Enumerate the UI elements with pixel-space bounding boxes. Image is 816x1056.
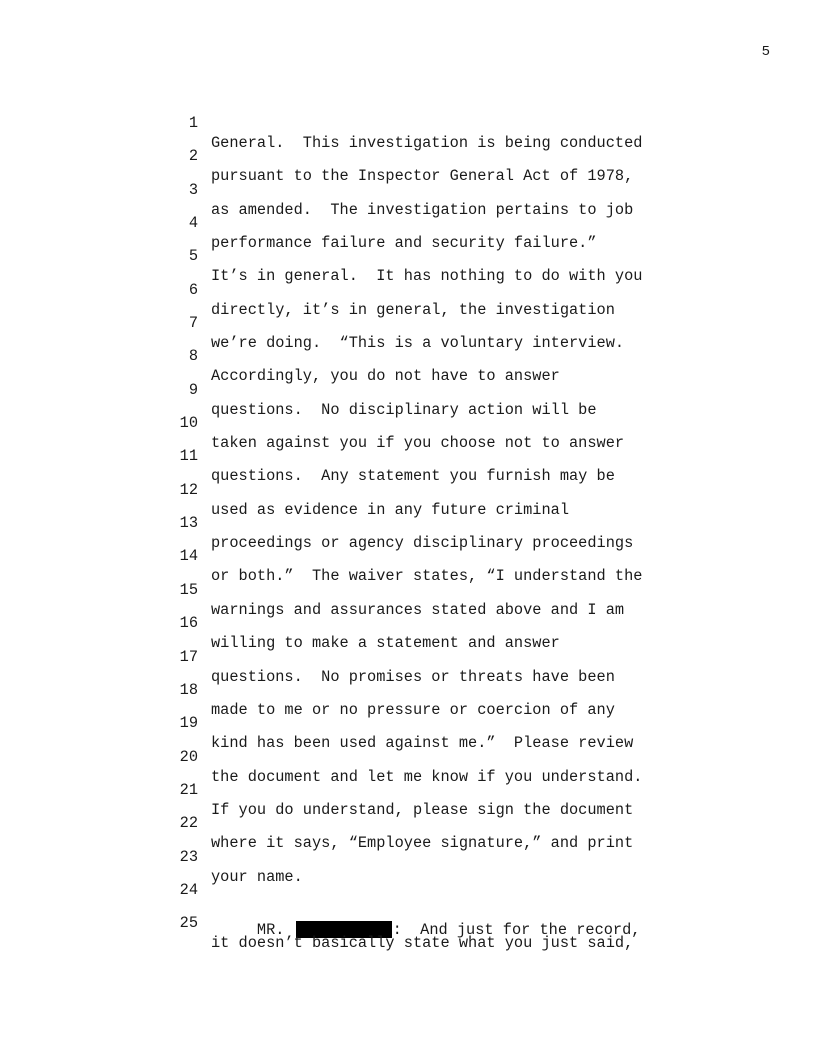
transcript-line	[172, 393, 692, 453]
transcript-line	[172, 160, 692, 219]
line-number: 7	[188, 314, 198, 333]
transcript-line	[172, 526, 692, 586]
line-text: your name.	[211, 867, 303, 886]
line-text: as amended. The investigation pertains to job	[211, 200, 634, 219]
transcript-line	[172, 260, 692, 319]
line-text: pursuant to the Inspector General Act of 1978,	[211, 167, 634, 186]
line-number: 9	[188, 380, 198, 399]
line-number: 14	[179, 547, 198, 566]
line-text: kind has been used against me.” Please review	[211, 734, 634, 753]
line-number: 8	[188, 347, 198, 366]
line-text: warnings and assurances stated above and I am	[211, 600, 625, 619]
line-text: questions. No promises or threats have been	[211, 667, 615, 686]
transcript-line	[172, 793, 692, 853]
line-text: directly, it’s in general, the investigation	[211, 300, 615, 319]
line-text: General. This investigation is being conducted	[211, 134, 643, 152]
line-text: Accordingly, you do not have to answer	[211, 367, 560, 386]
transcript-line	[172, 493, 692, 553]
line-text: it doesn’t basically state what you just said,	[211, 934, 634, 953]
line-text: the document and let me know if you understand.	[211, 767, 643, 786]
speaker-text: : And just for the record,	[392, 920, 641, 939]
line-number: 5	[188, 247, 198, 266]
line-text: or both.” The waiver states, “I understand the	[211, 567, 643, 586]
transcript-line	[172, 827, 692, 886]
line-text: It’s in general. It has nothing to do with you	[211, 267, 643, 286]
line-number: 24	[179, 880, 198, 899]
line-text: taken against you if you choose not to answer	[211, 434, 625, 453]
line-number: 1	[188, 114, 198, 132]
line-text: questions. Any statement you furnish may be	[211, 467, 615, 486]
transcript-line	[172, 293, 692, 353]
transcript-line	[172, 426, 692, 486]
line-number: 6	[188, 280, 198, 299]
transcript-line	[172, 727, 692, 786]
line-number: 10	[179, 414, 198, 433]
transcript-line	[172, 593, 692, 653]
transcript-line	[172, 326, 692, 386]
line-number: 22	[179, 814, 198, 833]
line-number: 12	[179, 480, 198, 499]
line-text: we’re doing. “This is a voluntary interview.	[211, 334, 625, 353]
line-text: performance failure and security failure.”	[211, 234, 597, 253]
line-number: 17	[179, 647, 198, 666]
transcript-line	[172, 460, 692, 519]
line-number: 3	[188, 180, 198, 199]
speaker-label: MR.	[211, 920, 294, 939]
line-text: where it says, “Employee signature,” and print	[211, 834, 634, 853]
transcript-line	[172, 560, 692, 619]
line-number: 18	[179, 680, 198, 699]
transcript-line	[172, 627, 692, 686]
transcript-line	[172, 693, 692, 753]
line-number: 13	[179, 514, 198, 533]
line-number: 20	[179, 747, 198, 766]
line-text: used as evidence in any future criminal	[211, 500, 570, 519]
transcript-line	[172, 660, 692, 719]
transcript-line	[172, 93, 692, 152]
line-text: proceedings or agency disciplinary proceedings	[211, 534, 634, 553]
line-number: 11	[179, 447, 198, 466]
line-text: If you do understand, please sign the document	[211, 800, 634, 819]
transcript-body	[172, 93, 692, 953]
line-number: 21	[179, 780, 198, 799]
transcript-line	[172, 360, 692, 419]
page-number: 5	[761, 44, 770, 60]
line-number: 2	[188, 147, 198, 166]
line-text: willing to make a statement and answer	[211, 634, 560, 653]
line-text: questions. No disciplinary action will be	[211, 400, 597, 419]
line-number: 4	[188, 214, 198, 233]
line-number: 16	[179, 614, 198, 633]
line-number: 25	[179, 914, 198, 933]
transcript-line	[172, 126, 692, 186]
line-number: 19	[179, 714, 198, 733]
line-text: made to me or no pressure or coercion of any	[211, 700, 615, 719]
line-number: 15	[179, 580, 198, 599]
line-number: 23	[179, 847, 198, 866]
transcript-line	[172, 226, 692, 286]
transcript-line	[172, 193, 692, 253]
transcript-line	[172, 760, 692, 819]
